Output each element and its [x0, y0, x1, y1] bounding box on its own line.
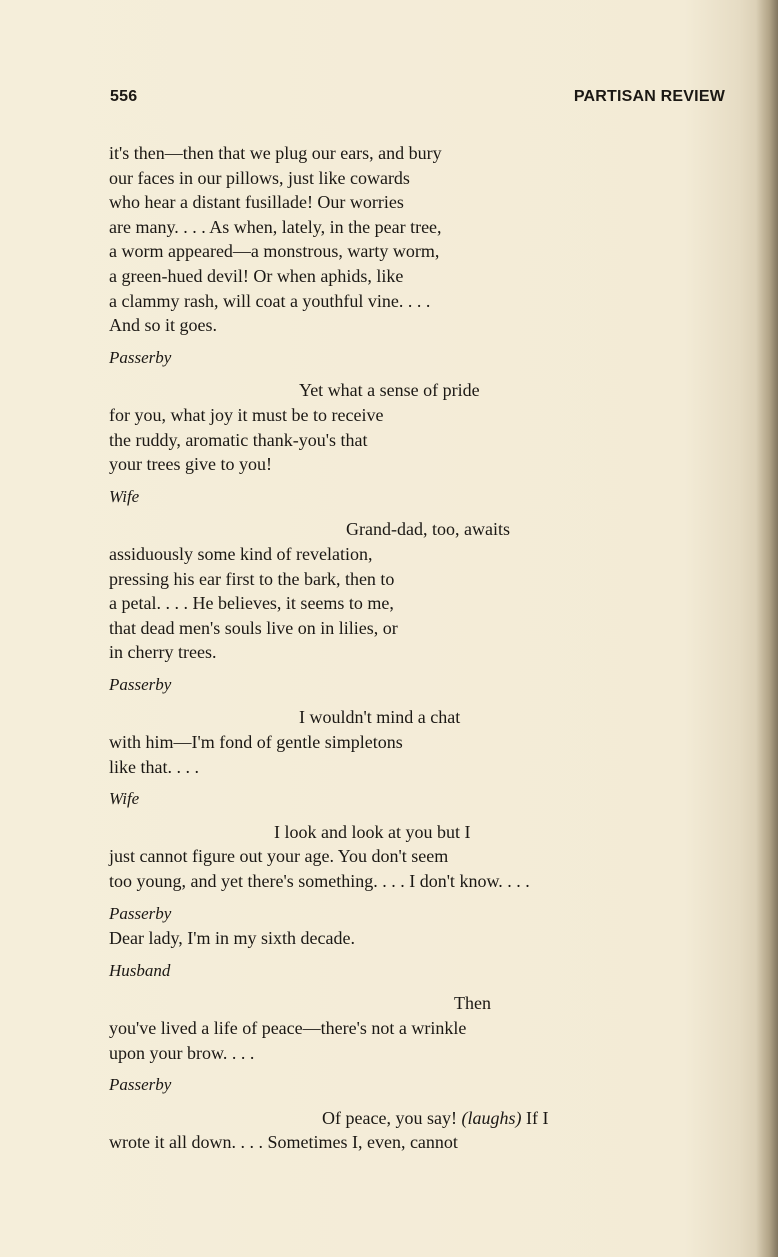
- running-head: PARTISAN REVIEW: [573, 88, 725, 105]
- text-line: you've lived a life of peace—there's not a wrinkle: [109, 1018, 467, 1038]
- text-line: pressing his ear first to the bark, then to: [109, 568, 395, 589]
- text-line: that dead men's souls live on in lilies, or: [109, 617, 398, 638]
- text-line: I look and look at you but I: [274, 821, 471, 842]
- speaker-name: Wife: [109, 789, 140, 809]
- text-line: with him—I'm fond of gentle simpletons: [109, 732, 403, 753]
- text-line: a clammy rash, will coat a youthful vine. . . .: [109, 290, 431, 311]
- text-line: your trees give to you!: [109, 454, 272, 475]
- text-line: the ruddy, aromatic thank-you's that: [109, 429, 368, 450]
- text-line: who hear a distant fusillade! Our worries: [109, 192, 404, 213]
- text-line: Dear lady, I'm in my sixth decade.: [109, 928, 355, 949]
- page-edge-shadow: [756, 0, 778, 1257]
- speaker-name: Wife: [109, 486, 140, 506]
- text-line: Grand-dad, too, awaits: [346, 519, 510, 540]
- speaker-name: Passerby: [109, 903, 172, 923]
- text-span: Of peace, you say!: [322, 1107, 462, 1128]
- text-line: are many. . . . As when, lately, in the pear tree,: [109, 216, 442, 237]
- text-line: upon your brow. . . .: [109, 1042, 255, 1063]
- text-line: a petal. . . . He believes, it seems to me,: [109, 593, 394, 614]
- speaker-name: Passerby: [109, 1075, 172, 1095]
- text-line: Yet what a sense of pride: [299, 380, 480, 401]
- text-line: it's then—then that we plug our ears, and bury: [109, 143, 442, 163]
- text-line: for you, what joy it must be to receive: [109, 404, 384, 425]
- text-line: I wouldn't mind a chat: [299, 707, 461, 728]
- stage-direction: (laughs): [461, 1107, 522, 1128]
- speaker-name: Passerby: [109, 674, 172, 694]
- text-line: a green-hued devil! Or when aphids, like: [109, 265, 404, 286]
- text-line: a worm appeared—a monstrous, warty worm,: [109, 241, 440, 262]
- speaker-name: Husband: [109, 960, 171, 980]
- text-line: in cherry trees.: [109, 642, 217, 663]
- text-line: assiduously some kind of revelation,: [109, 543, 373, 564]
- text-line: [109, 1106, 684, 1131]
- page-header: [110, 88, 725, 112]
- play-text: [109, 141, 684, 1155]
- text-line: just cannot figure out your age. You don't seem: [109, 846, 449, 867]
- text-line: our faces in our pillows, just like cowards: [109, 167, 410, 188]
- text-line: too young, and yet there's something. . . . I don't know. . . .: [109, 871, 530, 892]
- text-line: like that. . . .: [109, 756, 199, 777]
- text-line: Then: [454, 993, 491, 1014]
- text-span: If I: [521, 1107, 549, 1128]
- speaker-name: Passerby: [109, 347, 172, 367]
- text-line: wrote it all down. . . . Sometimes I, even, cannot: [109, 1132, 458, 1153]
- page-number: 556: [110, 88, 138, 105]
- text-line: And so it goes.: [109, 315, 217, 336]
